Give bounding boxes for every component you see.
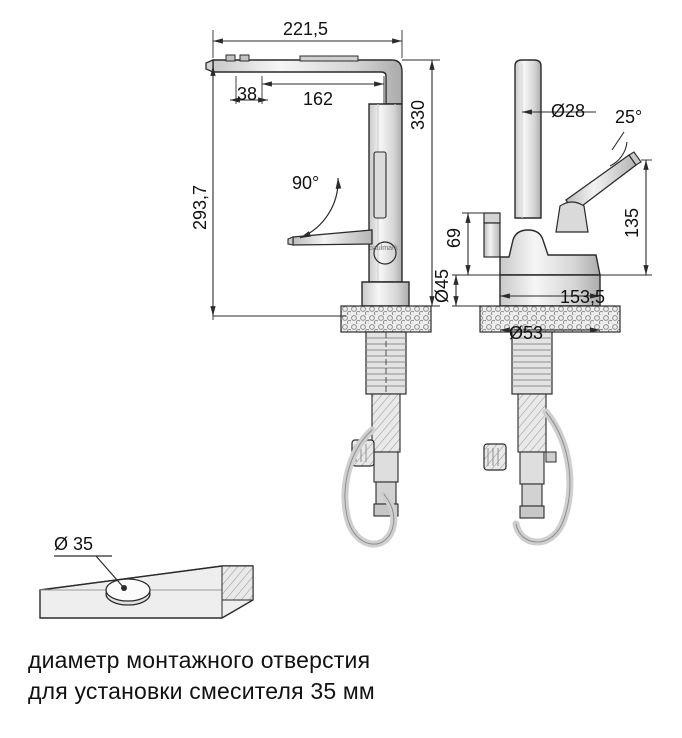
dim-swivel-angle: 90° bbox=[292, 173, 320, 193]
dim-spout-reach: 221,5 bbox=[283, 19, 329, 39]
dim-base-depth: 153,5 bbox=[560, 287, 606, 307]
dim-lever-height: 135 bbox=[622, 207, 642, 238]
dim-spout-inner: 162 bbox=[303, 89, 334, 109]
dim-spout-diameter: Ø28 bbox=[551, 101, 586, 121]
front-view-dimensions bbox=[206, 30, 440, 320]
dim-lever-angle: 25° bbox=[615, 107, 643, 127]
installation-note-line-1: диаметр монтажного отверстия bbox=[28, 647, 371, 673]
front-view-faucet bbox=[206, 55, 431, 544]
dim-base-diameter: Ø45 bbox=[432, 268, 452, 303]
dim-spout-height: 330 bbox=[408, 99, 428, 130]
installation-note bbox=[28, 645, 548, 707]
dim-body-height: 69 bbox=[444, 227, 464, 248]
dim-total-height: 293,7 bbox=[190, 184, 210, 230]
dim-escutcheon-diameter: Ø53 bbox=[509, 323, 544, 343]
brand-logo: paulmark bbox=[369, 245, 398, 252]
countertop-detail bbox=[40, 534, 253, 618]
dim-handle-offset: 38 bbox=[237, 84, 258, 104]
dim-hole-diameter: Ø 35 bbox=[54, 534, 94, 554]
installation-note-line-2: для установки смесителя 35 мм bbox=[28, 678, 375, 704]
